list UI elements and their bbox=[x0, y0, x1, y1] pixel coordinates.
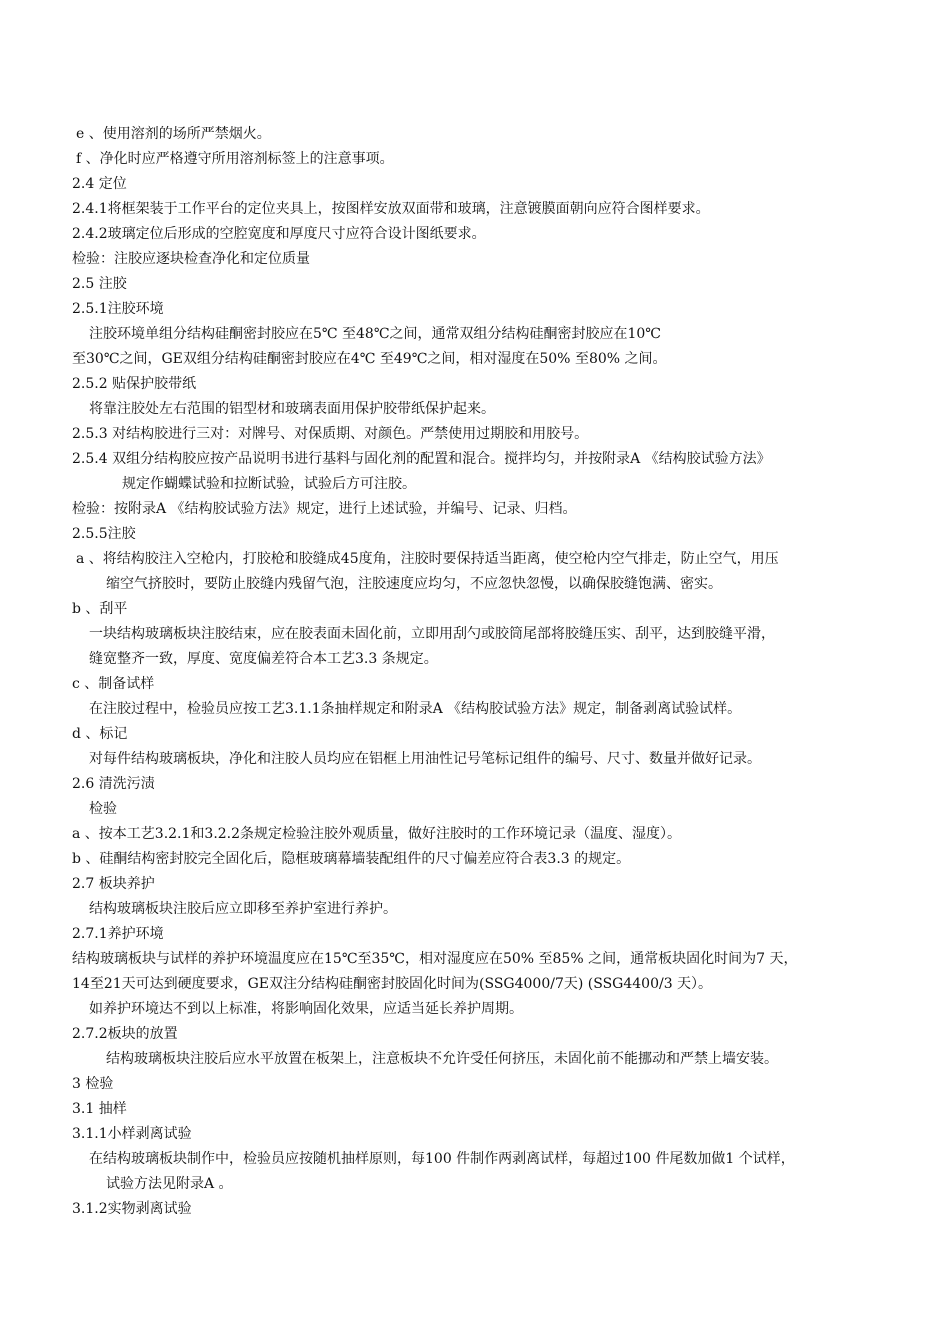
item-b: b 、刮平 bbox=[72, 601, 128, 617]
section-heading: 3.1 抽样 bbox=[72, 1101, 127, 1117]
item-a: a 、按本工艺3.2.1和3.2.2条规定检验注胶外观质量，做好注胶时的工作环境记录（温度、湿度）。 bbox=[72, 826, 682, 842]
item-a: a 、将结构胶注入空枪内，打胶枪和胶缝成45度角，注胶时要保持适当距离，使空枪内空气排走，防止空气，用压 bbox=[76, 551, 779, 567]
paragraph: 2.5.3 对结构胶进行三对：对牌号、对保质期、对颜色。严禁使用过期胶和用胶号。 bbox=[72, 426, 589, 442]
inspection-note: 检验：按附录A 《结构胶试验方法》规定，进行上述试验，并编号、记录、归档。 bbox=[72, 501, 577, 517]
paragraph: 如养护环境达不到以上标准，将影响固化效果，应适当延长养护周期。 bbox=[89, 1001, 523, 1017]
section-heading: 2.7 板块养护 bbox=[72, 876, 155, 892]
inspection-note: 检验：注胶应逐块检查净化和定位质量 bbox=[72, 251, 310, 267]
subsection-heading: 2.7.1养护环境 bbox=[72, 926, 164, 942]
paragraph: 缝宽整齐一致，厚度、宽度偏差符合本工艺3.3 条规定。 bbox=[89, 651, 438, 667]
paragraph: 一块结构玻璃板块注胶结束，应在胶表面未固化前，立即用刮勺或胶筒尾部将胶缝压实、刮平，达到胶缝平滑， bbox=[89, 626, 775, 642]
section-heading: 2.5 注胶 bbox=[72, 276, 127, 292]
paragraph: 在结构玻璃板块制作中，检验员应按随机抽样原则，每100 件制作两剥离试样，每超过100 件尾数加做1 个试样， bbox=[89, 1151, 795, 1167]
item-c: c 、制备试样 bbox=[72, 676, 155, 692]
paragraph: 结构玻璃板块注胶后应立即移至养护室进行养护。 bbox=[89, 901, 397, 917]
paragraph: 试验方法见附录A 。 bbox=[106, 1176, 233, 1192]
paragraph: 结构玻璃板块与试样的养护环境温度应在15℃至35℃，相对湿度应在50% 至85% 之间，通常板块固化时间为7 天， bbox=[72, 951, 798, 967]
subsection-heading: 2.5.5注胶 bbox=[72, 526, 136, 542]
paragraph: 缩空气挤胶时，要防止胶缝内残留气泡，注胶速度应均匀，不应忽快忽慢，以确保胶缝饱满、密实。 bbox=[106, 576, 722, 592]
subsection-heading: 2.7.2板块的放置 bbox=[72, 1026, 178, 1042]
section-heading: 3 检验 bbox=[72, 1076, 114, 1092]
paragraph: 14至21天可达到硬度要求，GE双注分结构硅酮密封胶固化时间为(SSG4000/7天) (SSG4400/3 天）。 bbox=[72, 976, 713, 992]
paragraph: 对每件结构玻璃板块，净化和注胶人员均应在铝框上用油性记号笔标记组件的编号、尺寸、数量并做好记录。 bbox=[89, 751, 761, 767]
subsection-heading: 2.5.1注胶环境 bbox=[72, 301, 164, 317]
paragraph: 2.5.4 双组分结构胶应按产品说明书进行基料与固化剂的配置和混合。搅拌均匀，并按附录A 《结构胶试验方法》 bbox=[72, 451, 771, 467]
paragraph: 在注胶过程中，检验员应按工艺3.1.1条抽样规定和附录A 《结构胶试验方法》规定，制备剥离试验试样。 bbox=[89, 701, 742, 717]
item-d: d 、标记 bbox=[72, 726, 128, 742]
item-f: f 、净化时应严格遵守所用溶剂标签上的注意事项。 bbox=[76, 151, 394, 167]
item-e: e 、使用溶剂的场所严禁烟火。 bbox=[76, 126, 271, 142]
subsection-heading: 3.1.2实物剥离试验 bbox=[72, 1201, 192, 1217]
section-heading: 2.4 定位 bbox=[72, 176, 127, 192]
paragraph: 2.4.1将框架装于工作平台的定位夹具上，按图样安放双面带和玻璃，注意镀膜面朝向应符合图样要求。 bbox=[72, 201, 710, 217]
item-b: b 、硅酮结构密封胶完全固化后，隐框玻璃幕墙装配组件的尺寸偏差应符合表3.3 的规定。 bbox=[72, 851, 631, 867]
paragraph: 至30℃之间，GE双组分结构硅酮密封胶应在4℃ 至49℃之间，相对湿度在50% 至80% 之间。 bbox=[72, 351, 667, 367]
section-heading: 2.6 清洗污渍 bbox=[72, 776, 155, 792]
paragraph: 注胶环境单组分结构硅酮密封胶应在5℃ 至48℃之间，通常双组分结构硅酮密封胶应在10℃ bbox=[89, 326, 661, 342]
paragraph: 将靠注胶处左右范围的铝型材和玻璃表面用保护胶带纸保护起来。 bbox=[89, 401, 495, 417]
paragraph: 结构玻璃板块注胶后应水平放置在板架上，注意板块不允许受任何挤压，未固化前不能挪动和严禁上墙安装。 bbox=[106, 1051, 778, 1067]
inspection-label: 检验 bbox=[89, 801, 117, 817]
paragraph: 规定作蝴蝶试验和拉断试验，试验后方可注胶。 bbox=[122, 476, 416, 492]
paragraph: 2.4.2玻璃定位后形成的空腔宽度和厚度尺寸应符合设计图纸要求。 bbox=[72, 226, 486, 242]
subsection-heading: 2.5.2 贴保护胶带纸 bbox=[72, 376, 197, 392]
subsection-heading: 3.1.1小样剥离试验 bbox=[72, 1126, 192, 1142]
